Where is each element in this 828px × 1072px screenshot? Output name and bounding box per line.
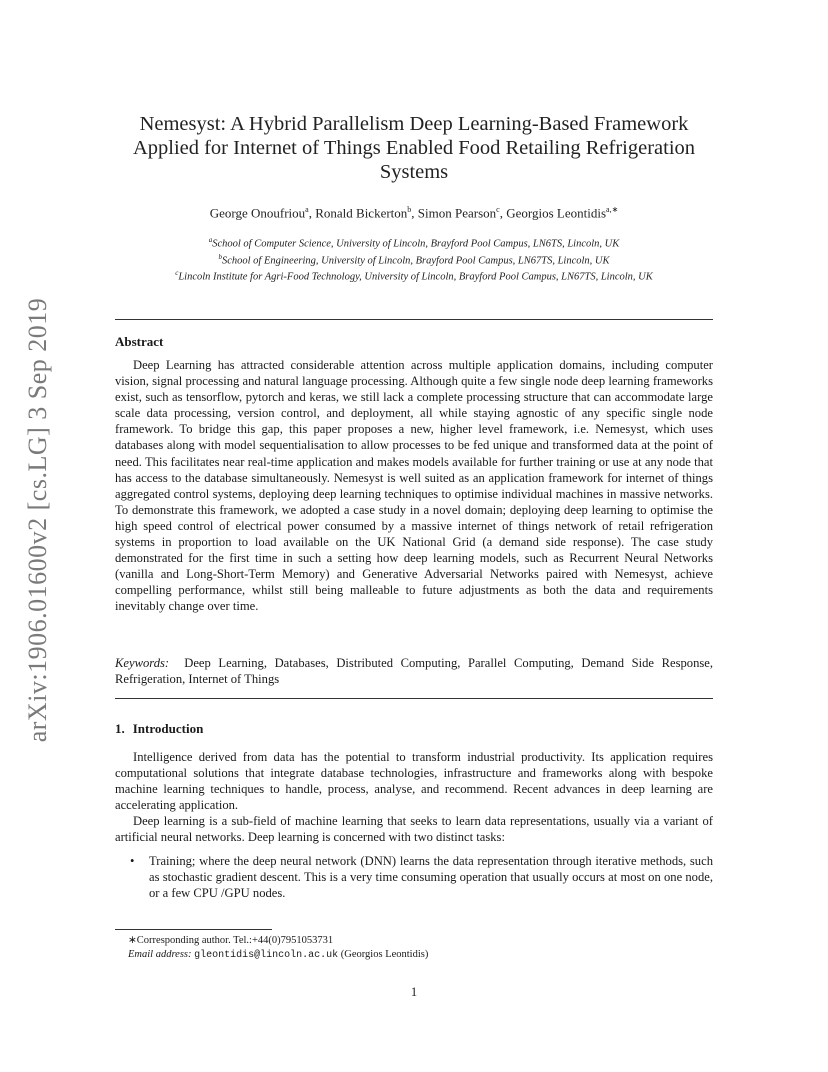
author-name: Simon Pearson — [417, 205, 497, 221]
author-affil-mark: a,∗ — [606, 205, 619, 214]
author-affil-mark: a — [305, 205, 309, 214]
email-address[interactable]: gleontidis@lincoln.ac.uk — [194, 950, 339, 961]
affiliation: $^a$School of Computer Science, University of Lincoln, Brayford Pool Campus, LN6TS, Lincoln, UK — [208, 236, 620, 250]
affiliation-list — [80, 234, 748, 284]
affiliation: $^c$Lincoln Institute for Agri-Food Technology, University of Lincoln, Brayford Pool Campus, LN67TS, Lincoln, UK — [175, 269, 653, 283]
abstract-heading: Abstract — [115, 334, 164, 349]
affiliation: $^b$School of Engineering, University of Lincoln, Brayford Pool Campus, LN67TS, Lincoln, UK — [218, 252, 610, 266]
bullet-item — [130, 853, 713, 901]
abstract-body — [115, 357, 713, 615]
bullet-icon: • — [130, 854, 135, 868]
footnote — [128, 934, 428, 963]
abstract-text: Deep Learning has attracted considerable attention across multiple application domains, including computer vision, signal processing and natural language processing. Although quite a few single node deep learning frameworks exist, such as tensorflow, pytorch and keras, we still lack a complete processing structure that can accommodate large scale data processing, version control, and deployment, all while staying agnostic of any specific single node framework. To bridge this gap, this paper proposes a new, higher level framework, i.e. Nemesyst, which uses databases along with model sequentialisation to allow processes to be fed unique and transformed data at the point of need. This facilitates near real-time application and makes models available for further training or use at any node that has access to the database simultaneously. Nemesyst is well suited as an application framework for internet of things aggregated control systems, deploying deep learning techniques to optimise individual machines in massive networks. To demonstrate this framework, we adopted a case study in a novel domain; deploying deep learning to optimise the high speed control of electrical power consumed by a massive internet of things network of retail refrigeration systems in proportion to load available on the UK National Grid (a demand side response). The case study demonstrated for the first time in such a setting how deep learning models, such as Recurrent Neural Networks (vanilla and Long-Short-Term Memory) and Generative Adversarial Networks paired with Nemesyst, achieve compelling performance, whilst still being malleable to future adjustments as both the data and requirements inevitably change over time. — [115, 358, 713, 614]
email-name: (Georgios Leontidis) — [340, 949, 429, 960]
footnote-rule — [115, 929, 272, 930]
keywords-label: Keywords: — [115, 656, 170, 670]
footnote-corresponding: ∗Corresponding author. Tel.:+44(0)7951053731 — [128, 935, 334, 946]
abstract-top-rule — [115, 319, 713, 320]
keywords-text: Deep Learning, Databases, Distributed Computing, Parallel Computing, Demand Side Response, Refrigeration, Internet of Things — [115, 656, 714, 687]
keywords — [115, 655, 713, 687]
section-number: 1. — [115, 721, 125, 736]
title-line-2: Applied for Internet of Things Enabled Food Retailing Refrigeration — [132, 137, 696, 159]
paper-title — [100, 112, 728, 184]
author-list: George Onoufriou$^a$, Ronald Bickerton$^b$, Simon Pearson$^c$, Georgios Leontidis$^{a,∗}$ — [209, 205, 619, 221]
email-label: Email address: — [128, 949, 192, 960]
intro-paragraph-1: Intelligence derived from data has the potential to transform industrial productivity. Its application requires computational solutions that integrate database technologies, infrastructure and frameworks along with bespoke machine learning techniques to handle, process, analyse, and recommend. Recent advances in deep learning are accelerating application. — [115, 750, 713, 813]
footnote-email-line — [128, 948, 428, 963]
author-name: Ronald Bickerton — [315, 205, 408, 221]
title-line-1: Nemesyst: A Hybrid Parallelism Deep Learning-Based Framework — [139, 113, 689, 135]
intro-paragraph-2: Deep learning is a sub-field of machine learning that seeks to learn data representations, usually via a variant of artificial neural networks. Deep learning is concerned with two distinct tasks: — [115, 814, 713, 845]
abstract-bottom-rule — [115, 698, 713, 699]
author-affil-mark: b — [407, 205, 412, 214]
section-title: Introduction — [132, 721, 204, 736]
author-affil-mark: c — [496, 205, 500, 214]
author-name: George Onoufriou — [209, 205, 306, 221]
bullet-text: Training; where the deep neural network (DNN) learns the data representation through iterative methods, such as stochastic gradient descent. This is a very time consuming operation that usually occurs at most on one node, or a few CPU /GPU nodes. — [149, 854, 713, 901]
page-number: 1 — [410, 985, 418, 999]
arxiv-stamp: arXiv:1906.01600v2 [cs.LG] 3 Sep 2019 — [23, 297, 52, 743]
section-heading — [115, 721, 203, 737]
author-name: Georgios Leontidis — [506, 205, 607, 221]
title-line-3: Systems — [379, 161, 449, 183]
